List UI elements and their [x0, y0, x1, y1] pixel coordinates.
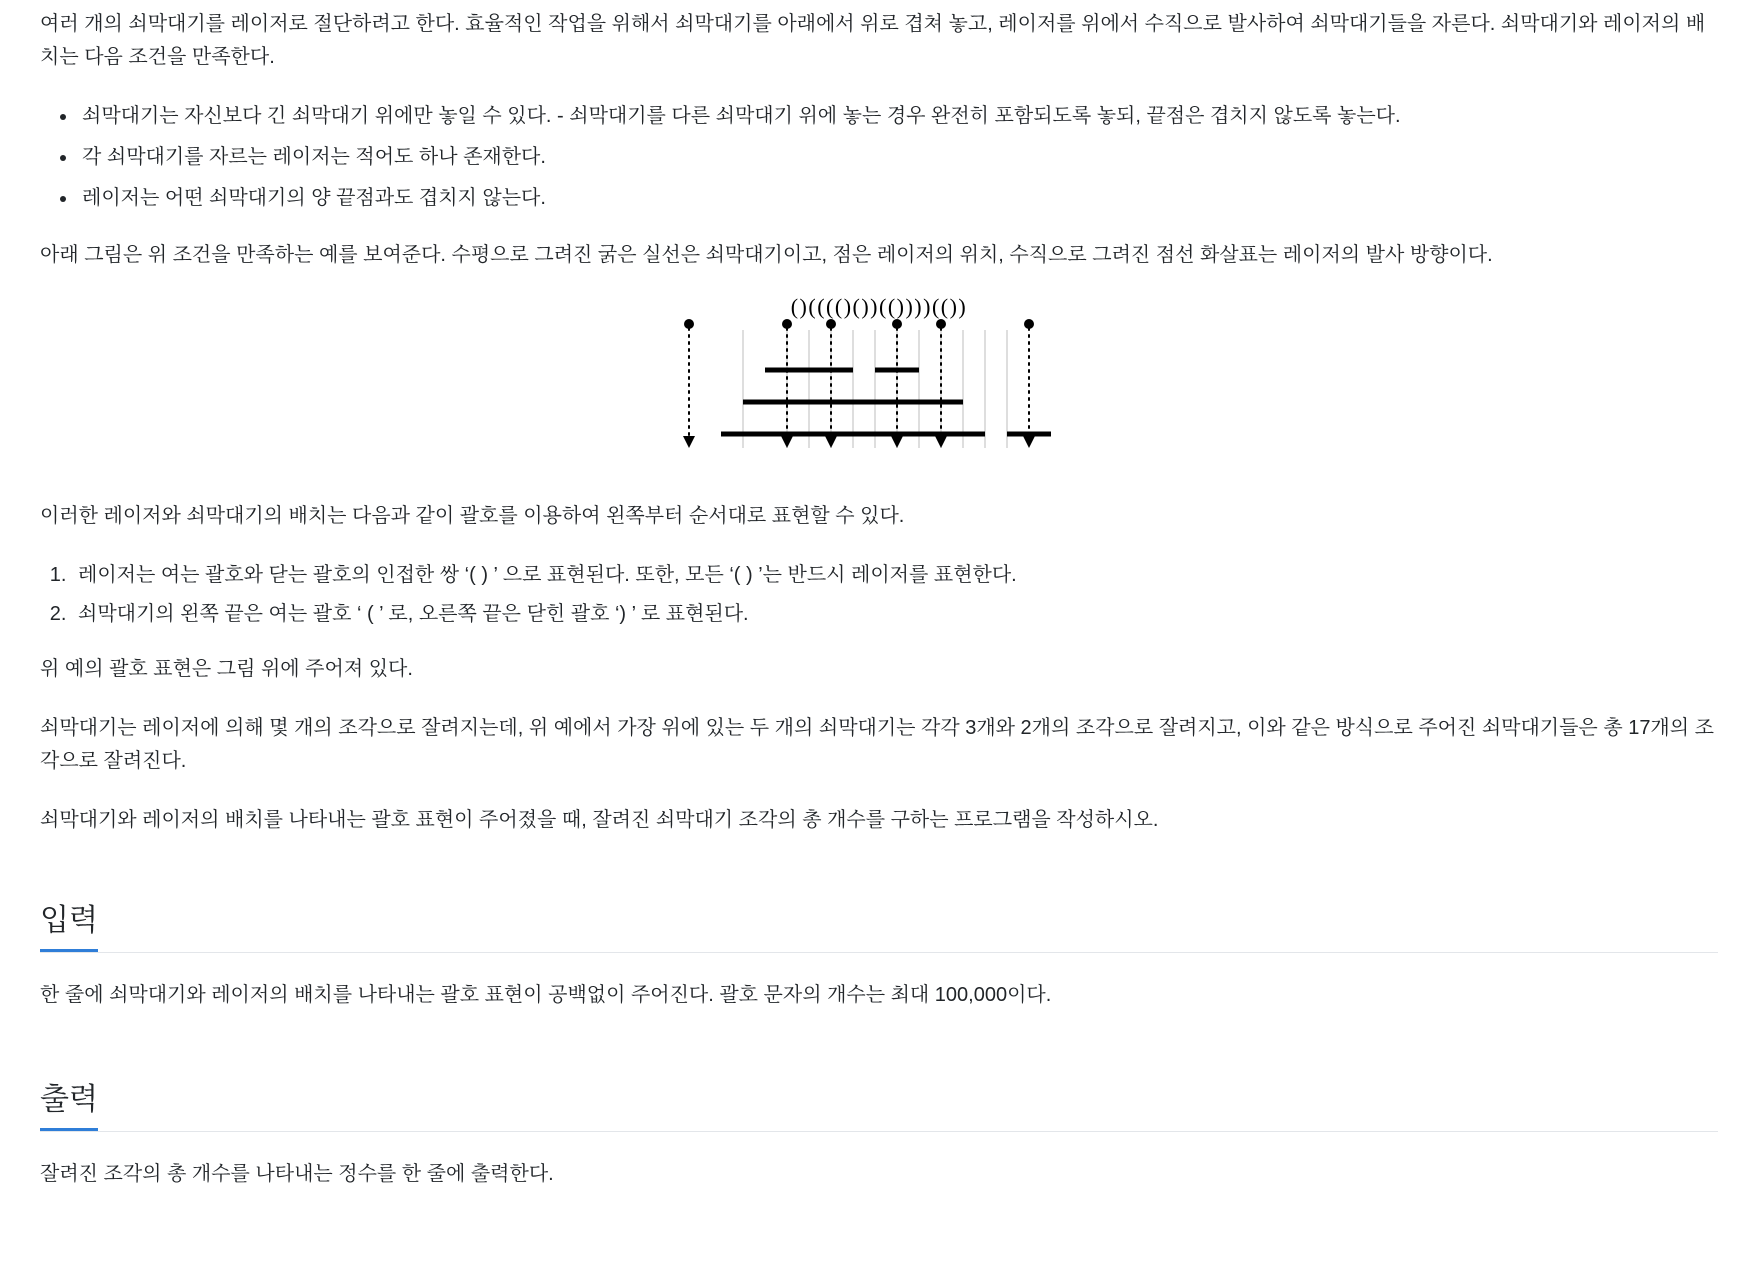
input-section-body: 한 줄에 쇠막대기와 레이저의 배치를 나타내는 괄호 표현이 공백없이 주어진다. 괄호 문자의 개수는 최대 100,000이다.	[40, 984, 1052, 1006]
input-section-header	[34, 863, 1724, 952]
list-item: 1. 레이저는 여는 괄호와 닫는 괄호의 인접한 쌍 ‘( ) ’ 으로 표현된다. 또한, 모든 ‘( ) ’는 반드시 레이저를 표현한다.	[72, 559, 1724, 592]
note-paragraph-3: 쇠막대기와 레이저의 배치를 나타내는 괄호 표현이 주어졌을 때, 잘려진 쇠막대기 조각의 총 개수를 구하는 프로그램을 작성하시오.	[40, 809, 1159, 831]
intro-paragraph: 여러 개의 쇠막대기를 레이저로 절단하려고 한다. 효율적인 작업을 위해서 쇠막대기를 아래에서 위로 겹쳐 놓고, 레이저를 위에서 수직으로 발사하여 쇠막대기들을 자른다. 쇠막대기와 레이저의 배치는 다음 조건을 만족한다.	[40, 13, 1706, 68]
output-section-body: 잘려진 조각의 총 개수를 나타내는 정수를 한 줄에 출력한다.	[40, 1163, 554, 1185]
conditions-list	[34, 100, 1724, 215]
section-divider	[40, 1131, 1718, 1132]
list-item: • 레이저는 어떤 쇠막대기의 양 끝점과도 겹치지 않는다.	[78, 182, 1724, 215]
input-section	[34, 863, 1724, 1012]
bars-and-lasers-diagram	[34, 298, 1724, 478]
after-figure-paragraph: 이러한 레이저와 쇠막대기의 배치는 다음과 같이 괄호를 이용하여 왼쪽부터 순서대로 표현할 수 있다.	[40, 505, 905, 527]
bracket-expression-label: ()(((()())(())))(())	[790, 298, 968, 319]
list-item: • 각 쇠막대기를 자르는 레이저는 적어도 하나 존재한다.	[78, 141, 1724, 174]
list-item: 2. 쇠막대기의 왼쪽 끝은 여는 괄호 ‘ ( ’ 로, 오른쪽 끝은 닫힌 괄호 ‘) ’ 로 표현된다.	[72, 598, 1724, 631]
bracket-rules-list	[34, 559, 1724, 631]
section-title-input: 입력	[40, 903, 98, 952]
list-item: • 쇠막대기는 자신보다 긴 쇠막대기 위에만 놓일 수 있다. - 쇠막대기를 다른 쇠막대기 위에 놓는 경우 완전히 포함되도록 놓되, 끝점은 겹치지 않도록 놓는다.	[78, 100, 1724, 133]
output-section	[34, 1042, 1724, 1191]
output-section-header	[34, 1042, 1724, 1131]
note-paragraph-2: 쇠막대기는 레이저에 의해 몇 개의 조각으로 잘려지는데, 위 예에서 가장 위에 있는 두 개의 쇠막대기는 각각 3개와 2개의 조각으로 잘려지고, 이와 같은 방식으로 주어진 쇠막대기들은 총 17개의 조각으로 잘려진다.	[40, 717, 1714, 772]
note-paragraph-1: 위 예의 괄호 표현은 그림 위에 주어져 있다.	[40, 658, 413, 680]
figure-caption: 아래 그림은 위 조건을 만족하는 예를 보여준다. 수평으로 그려진 굵은 실선은 쇠막대기이고, 점은 레이저의 위치, 수직으로 그려진 점선 화살표는 레이저의 발사 방향이다.	[40, 244, 1493, 266]
section-title-output: 출력	[40, 1082, 98, 1131]
section-divider	[40, 952, 1718, 953]
